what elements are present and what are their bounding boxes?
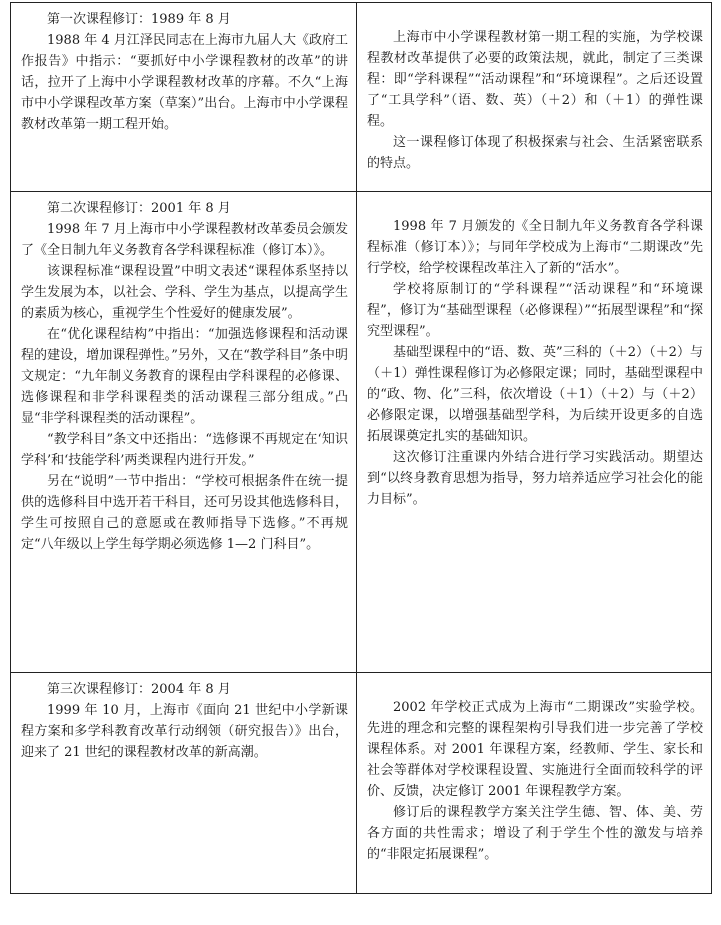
paragraph: 2002 年学校正式成为上海市“二期课改”实验学校。先进的理念和完整的课程架构引导我们进一步完善了学校课程体系。对 2001 年课程方案，经教师、学生、家长和社会等群体对学校课程设置、实施进行全面而较科学的评价、反馈，决定修订 2001 年课程教学方案。 bbox=[367, 700, 703, 799]
paragraph: “教学科目”条文中还指出：“选修课不再规定在‘知识学科’和‘技能学科’两类课程内进行开发。” bbox=[21, 432, 348, 468]
paragraph: 1988 年 4 月江泽民同志在上海市九届人大《政府工作报告》中指示：“要抓好中小学课程教材的改革”的讲话，拉开了上海中小学课程教材改革的序幕。不久“上海市中小学课程改革方案（草案）”出台。上海市中小学课程教材改革第一期工程开始。 bbox=[21, 33, 348, 132]
revision-description-cell bbox=[11, 673, 357, 894]
paragraph: 这一课程修订体现了积极探索与社会、生活紧密联系的特点。 bbox=[367, 135, 703, 171]
paragraph: 修订后的课程教学方案关注学生德、智、体、美、劳各方面的共性需求；增设了利于学生个性的激发与培养的“非限定拓展课程”。 bbox=[367, 805, 703, 862]
revision-heading: 第三次课程修订：2004 年 8 月 bbox=[47, 682, 231, 697]
paragraph: 1999 年 10 月，上海市《面向 21 世纪中小学新课程方案和多学科教育改革行动纲领（研究报告）》出台，迎来了 21 世纪的课程教材改革的新高潮。 bbox=[21, 703, 348, 760]
table-row bbox=[11, 673, 712, 894]
revision-description-cell bbox=[11, 3, 357, 192]
revision-heading: 第二次课程修订：2001 年 8 月 bbox=[47, 201, 231, 216]
revision-description-cell bbox=[11, 192, 357, 673]
paragraph: 学校将原制订的“学科课程”“活动课程”和“环境课程”，修订为“基础型课程（必修课程）”“拓展型课程”和“探究型课程”。 bbox=[367, 282, 703, 339]
school-response-cell bbox=[357, 3, 712, 192]
paragraph: 该课程标准“课程设置”中明文表述“课程体系坚持以学生发展为本，以社会、学科、学生为基点，以提高学生的素质为核心，重视学生个性爱好的健康发展”。 bbox=[21, 264, 348, 321]
curriculum-revision-table bbox=[10, 2, 712, 894]
paragraph: 这次修订注重课内外结合进行学习实践活动。期望达到“以终身教育思想为指导，努力培养适应学习社会化的能力目标”。 bbox=[367, 450, 703, 507]
revision-heading: 第一次课程修订：1989 年 8 月 bbox=[47, 12, 231, 27]
paragraph: 上海市中小学课程教材第一期工程的实施，为学校课程教材改革提供了必要的政策法规，就此，制定了三类课程：即“学科课程”“活动课程”和“环境课程”。之后还设置了“工具学科”（语、数、英）（＋2）和（＋1）的弹性课程。 bbox=[367, 30, 703, 129]
school-response-cell bbox=[357, 192, 712, 673]
school-response-cell bbox=[357, 673, 712, 894]
paragraph: 基础型课程中的“语、数、英”三科的（＋2）（＋2）与（＋1）弹性课程修订为必修限定课；同时，基础型课程中的“政、物、化”三科，依次增设（＋1）（＋2）与（＋2）必修限定课，以增强基础型学科，为后续开设更多的自选拓展课奠定扎实的基础知识。 bbox=[367, 345, 703, 444]
table-row bbox=[11, 192, 712, 673]
paragraph: 另在“说明”一节中指出：“学校可根据条件在统一提供的选修科目中选开若干科目，还可另设其他选修科目，学生可按照自己的意愿或在教师指导下选修。”不再规定“八年级以上学生每学期必须选修 1—2 门科目”。 bbox=[21, 474, 348, 552]
table-row bbox=[11, 3, 712, 192]
paragraph: 1998 年 7 月颁发的《全日制九年义务教育各学科课程标准（修订本）》；与同年学校成为上海市“二期课改”先行学校，给学校课程改革注入了新的“活水”。 bbox=[367, 219, 703, 276]
paragraph: 在“优化课程结构”中指出：“加强选修课程和活动课程的建设，增加课程弹性。”另外，又在“教学科目”条中明文规定：“九年制义务教育的课程由学科课程的必修课、选修课程和非学科课程类的活动课程三部分组成。”凸显“非学科课程类的活动课程”。 bbox=[21, 327, 348, 426]
paragraph: 1998 年 7 月上海市中小学课程教材改革委员会颁发了《全日制九年义务教育各学科课程标准（修订本）》。 bbox=[21, 222, 348, 258]
